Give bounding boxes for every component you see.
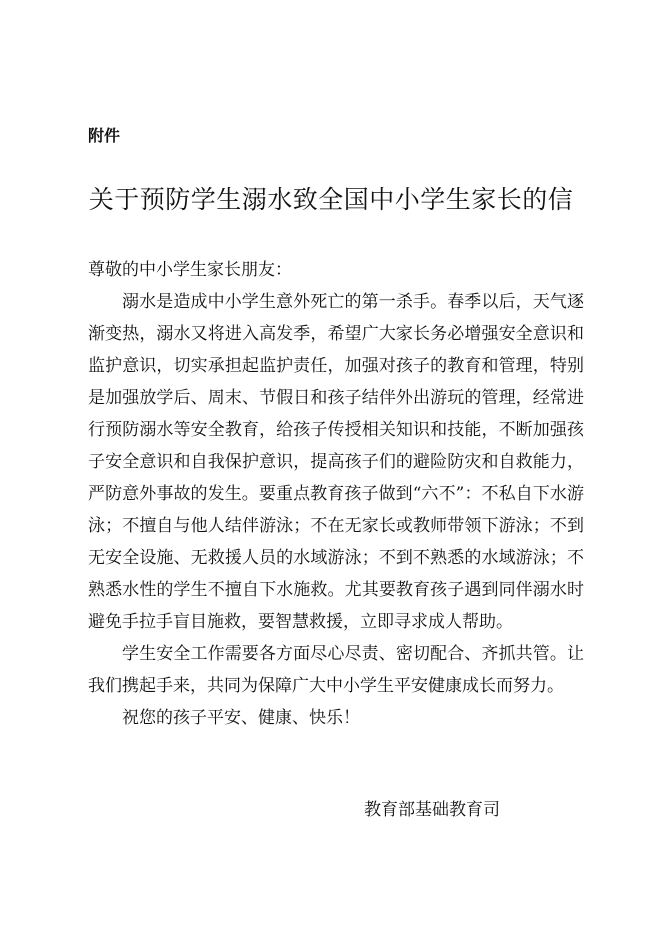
paragraph-2: 学生安全工作需要各方面尽心尽责、密切配合、齐抓共管。让我们携起手来，共同为保障广大中小学生平安健康成长而努力。: [88, 644, 584, 696]
salutation: 尊敬的中小学生家长朋友：: [88, 260, 292, 280]
signature: 教育部基础教育司: [364, 800, 500, 820]
letter-title: 关于预防学生溺水致全国中小学生家长的信: [88, 185, 574, 214]
attachment-label: 附件: [88, 126, 121, 145]
letter-body: [88, 254, 584, 734]
closing-wish: 祝您的孩子平安、健康、快乐！: [122, 708, 360, 728]
paragraph-1: 溺水是造成中小学生意外死亡的第一杀手。春季以后，天气逐渐变热，溺水又将进入高发季，希望广大家长务必增强安全意识和监护意识，切实承担起监护责任，加强对孩子的教育和管理，特别是加强放学后、周末、节假日和孩子结伴外出游玩的管理，经常进行预防溺水等安全教育，给孩子传授相关知识和技能，不断加强孩子安全意识和自我保护意识，提高孩子们的避险防灾和自救能力，严防意外事故的发生。要重点教育孩子做到“六不”：不私自下水游泳；不擅自与他人结伴游泳；不在无家长或教师带领下游泳；不到无安全设施、无救援人员的水域游泳；不到不熟悉的水域游泳；不熟悉水性的学生不擅自下水施救。尤其要教育孩子遇到同伴溺水时避免手拉手盲目施救，要智慧救援，立即寻求成人帮助。: [88, 292, 584, 632]
